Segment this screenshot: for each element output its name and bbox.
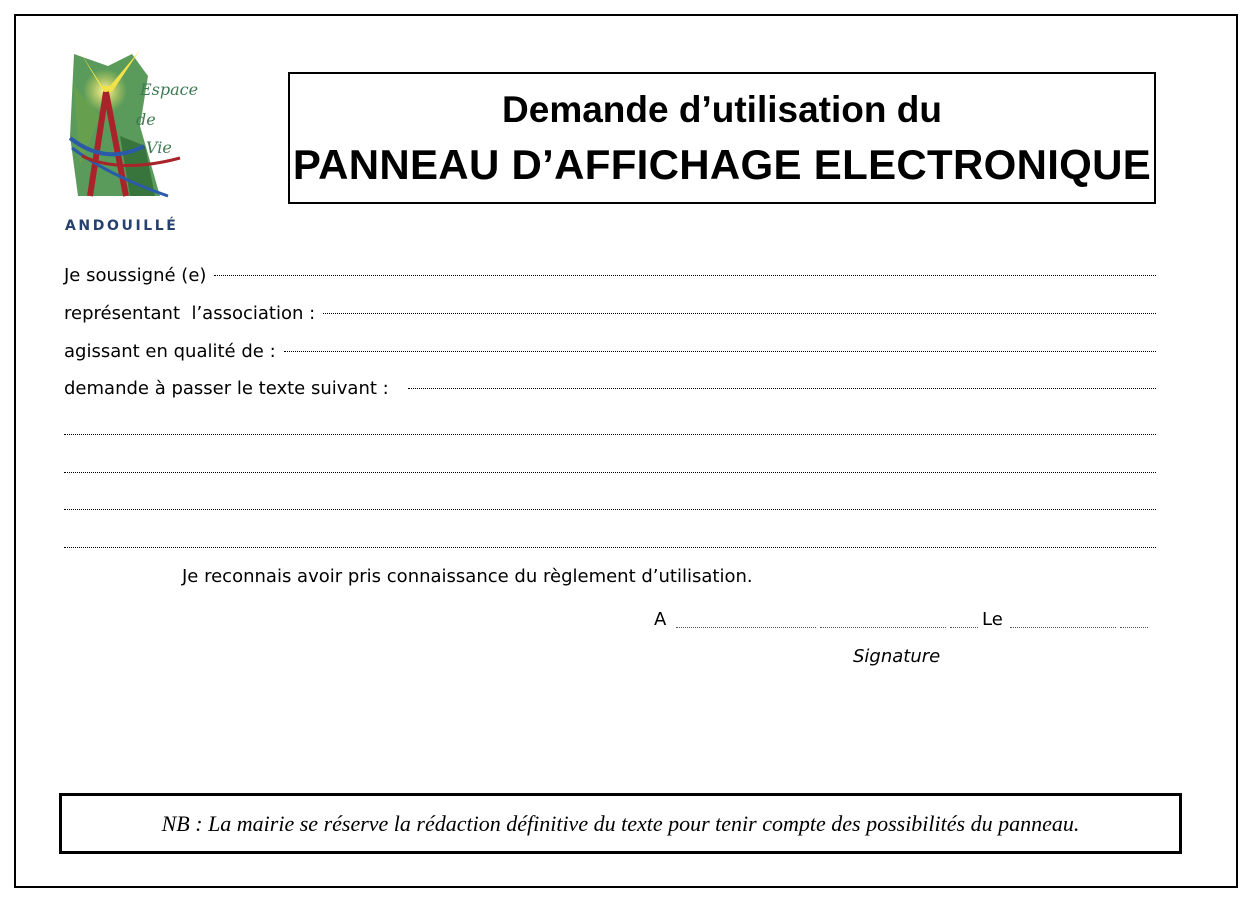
title-line-2: PANNEAU D’AFFICHAGE ELECTRONIQUE xyxy=(292,141,1152,188)
role-field[interactable] xyxy=(284,351,1156,352)
logo-town-name: ANDOUILLÉ xyxy=(65,218,179,234)
association-row xyxy=(64,303,1156,329)
text-field-line-4[interactable] xyxy=(64,509,1156,510)
name-label: Je soussigné (e) xyxy=(64,265,207,286)
place-field-c[interactable] xyxy=(950,627,978,628)
title-line-1: Demande d’utilisation du xyxy=(502,89,942,130)
acknowledgement-text: Je reconnais avoir pris connaissance du règlement d’utilisation. xyxy=(182,566,753,587)
name-field[interactable] xyxy=(214,275,1156,276)
association-field[interactable] xyxy=(323,313,1156,314)
espace-de-vie-logo xyxy=(60,46,200,236)
place-field-a[interactable] xyxy=(676,627,816,628)
date-field-a[interactable] xyxy=(1010,627,1116,628)
date-field-b[interactable] xyxy=(1120,627,1148,628)
signature-label: Signature xyxy=(853,646,941,667)
note-box xyxy=(59,793,1182,854)
title-box xyxy=(288,72,1156,204)
role-label: agissant en qualité de : xyxy=(64,341,276,362)
place-label: A xyxy=(654,609,667,630)
note-text: NB : La mairie se réserve la rédaction définitive du texte pour tenir compte des possibilités du panneau. xyxy=(161,810,1080,836)
text-field-line-2[interactable] xyxy=(64,434,1156,435)
text-field-line-3[interactable] xyxy=(64,472,1156,473)
text-label: demande à passer le texte suivant : xyxy=(64,378,401,399)
text-field-line-5[interactable] xyxy=(64,547,1156,548)
association-label: représentant l’association : xyxy=(64,303,316,324)
logo-emblem xyxy=(60,46,200,216)
date-label: Le xyxy=(982,609,1003,630)
role-row xyxy=(64,341,1156,367)
name-row xyxy=(64,265,1156,291)
place-field-b[interactable] xyxy=(820,627,946,628)
logo-word-vie: Vie xyxy=(146,138,172,157)
text-field-line-1[interactable] xyxy=(408,388,1156,389)
logo-word-espace: Espace xyxy=(140,80,199,99)
text-row xyxy=(64,378,1156,404)
logo-word-de: de xyxy=(136,110,156,129)
